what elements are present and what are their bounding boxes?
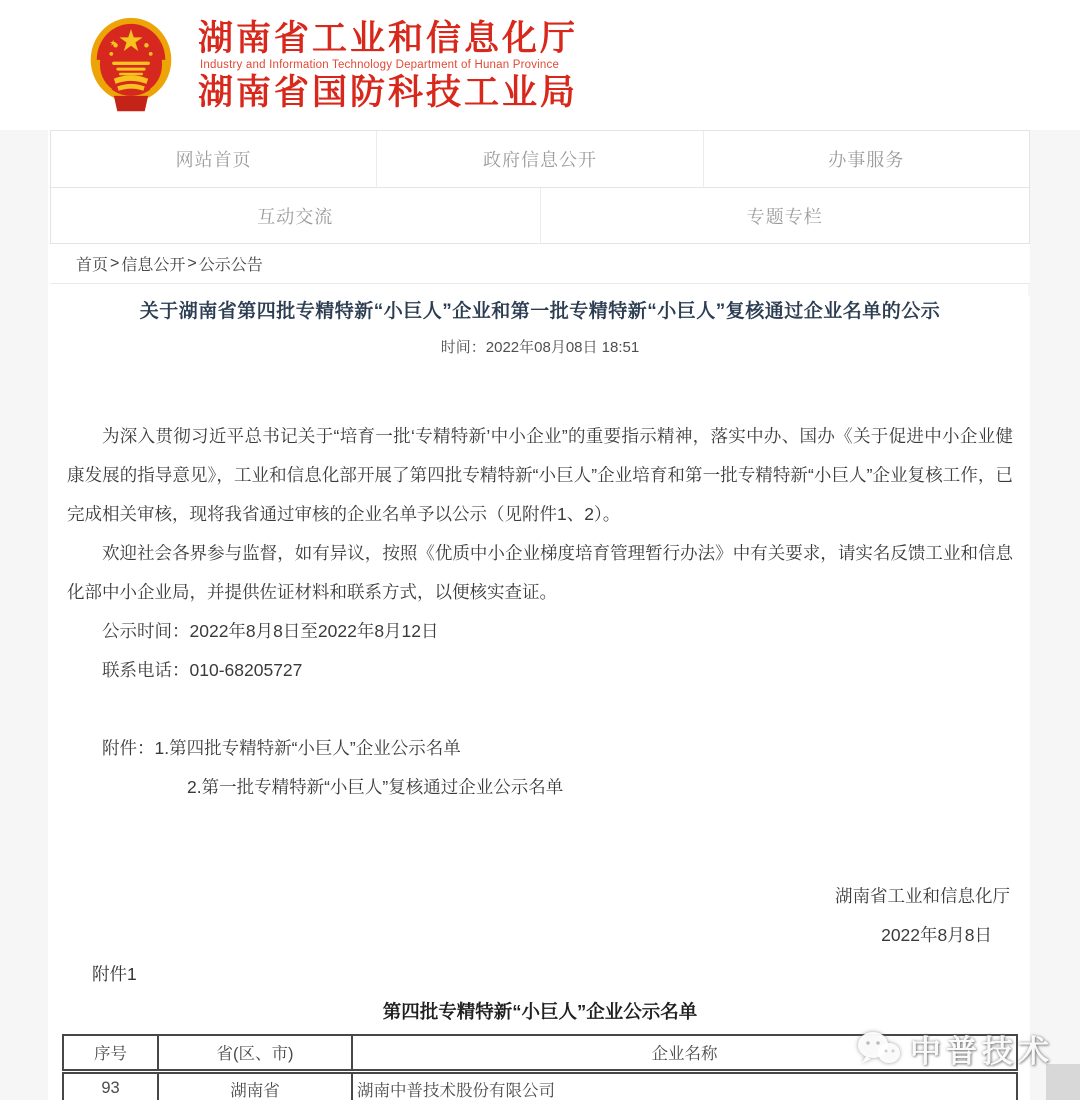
page-gutter-right <box>1028 128 1080 1100</box>
article-body <box>50 417 1030 807</box>
nav-item-interaction[interactable]: 互动交流 <box>257 206 334 227</box>
nav-row-1 <box>51 131 1029 187</box>
header-company: 企业名称 <box>352 1035 1017 1071</box>
header-province: 省(区、市) <box>158 1035 352 1071</box>
org-name-cn-1: 湖南省工业和信息化厅 <box>198 18 579 58</box>
attachment-link-2[interactable]: 2.第一批专精特新“小巨人”复核通过企业公示名单 <box>187 777 564 797</box>
article <box>50 296 1030 1100</box>
nav-item-special-columns[interactable]: 专题专栏 <box>540 188 1030 243</box>
org-names <box>198 18 579 112</box>
attachments-label: 附件： <box>102 738 155 758</box>
paragraph-1: 为深入贯彻习近平总书记关于“培育一批‘专精特新’中小企业”的重要指示精神，落实中办、国办《关于促进中小企业健康发展的指导意见》，工业和信息化部开展了第四批专精特新“小巨人”企业培育和第一批专精特新“小巨人”企业复核工作，已完成相关审核，现将我省通过审核的企业名单予以公示（见附件1、2）。 <box>67 426 1013 524</box>
cell-seq: 93 <box>63 1071 158 1100</box>
org-name-cn-2: 湖南省国防科技工业局 <box>198 72 579 112</box>
main-nav <box>50 130 1030 244</box>
table-row <box>63 1071 1017 1100</box>
breadcrumb-separator: > <box>187 254 197 272</box>
attachment-link-1[interactable]: 1.第四批专精特新“小巨人”企业公示名单 <box>154 738 461 758</box>
breadcrumb-info-disclosure[interactable]: 信息公开 <box>121 257 186 274</box>
signature-date: 2022年8月8日 <box>881 925 992 945</box>
national-emblem-icon[interactable] <box>88 17 174 113</box>
attachment-line-1 <box>67 729 1013 768</box>
annex-label: 附件1 <box>92 964 137 984</box>
watermark-text: 中普技术 <box>910 1034 1054 1069</box>
attachment-line-2 <box>67 768 1013 807</box>
article-time: 时间：2022年08月08日 18:51 <box>440 339 640 356</box>
national-emblem-svg <box>88 17 174 113</box>
article-title: 关于湖南省第四批专精特新“小巨人”企业和第一批专精特新“小巨人”复核通过企业名单的公示 <box>139 301 941 322</box>
publicity-period: 公示时间：2022年8月8日至2022年8月12日 <box>102 621 439 641</box>
nav-item-home[interactable]: 网站首页 <box>175 150 252 170</box>
nav-item-gov-info[interactable]: 政府信息公开 <box>376 131 702 187</box>
nav-item-services[interactable]: 办事服务 <box>703 131 1029 187</box>
cell-company: 湖南中普技术股份有限公司 <box>352 1071 1017 1100</box>
signature-org: 湖南省工业和信息化厅 <box>835 886 1010 906</box>
nav-row-2 <box>51 187 1029 243</box>
annex-table <box>62 1034 1018 1100</box>
breadcrumb-home[interactable]: 首页 <box>76 257 109 274</box>
corner-block <box>1046 1064 1080 1100</box>
cell-province: 湖南省 <box>158 1071 352 1100</box>
breadcrumb-separator: > <box>110 254 120 272</box>
signature-block <box>50 877 1030 955</box>
header-seq: 序号 <box>63 1035 158 1071</box>
paragraph-2: 欢迎社会各界参与监督，如有异议，按照《优质中小企业梯度培育管理暂行办法》中有关要求，请实名反馈工业和信息化部中小企业局，并提供佐证材料和联系方式，以便核实查证。 <box>67 543 1013 602</box>
breadcrumb <box>50 244 1030 284</box>
org-name-en: Industry and Information Technology Department of Hunan Province <box>200 58 560 71</box>
breadcrumb-public-notices[interactable]: 公示公告 <box>198 257 263 274</box>
contact-phone: 联系电话：010-68205727 <box>102 660 303 680</box>
page-gutter-left <box>0 128 48 1100</box>
annex-table-header-row <box>63 1035 1017 1071</box>
annex-table-title: 第四批专精特新“小巨人”企业公示名单 <box>382 1001 698 1022</box>
site-header <box>0 0 1080 130</box>
